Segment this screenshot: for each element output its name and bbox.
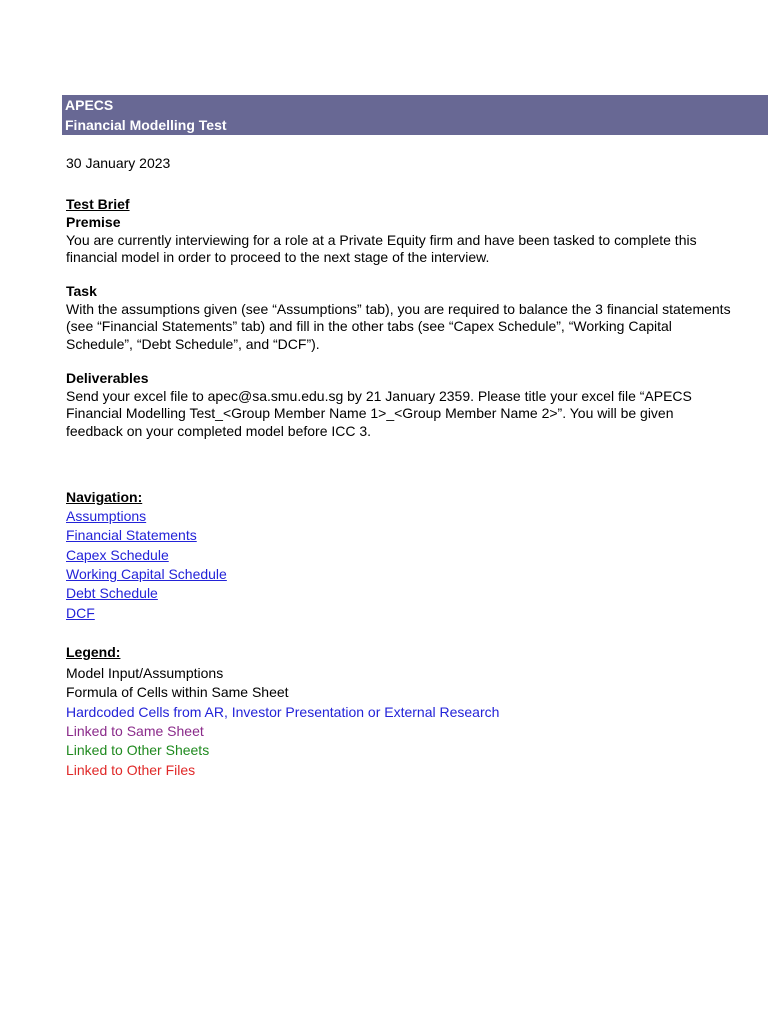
deliverables-heading: Deliverables: [66, 370, 149, 386]
deliverables-line: Financial Modelling Test_<Group Member Name 1>_<Group Member Name 2>”. You will be given: [66, 405, 674, 422]
premise-line: financial model in order to proceed to the next stage of the interview.: [66, 249, 490, 266]
document-date: 30 January 2023: [66, 155, 171, 171]
nav-link-dcf[interactable]: DCF: [66, 605, 95, 621]
deliverables-line: Send your excel file to apec@sa.smu.edu.sg by 21 January 2359. Please title your excel file “APECS: [66, 388, 692, 404]
task-text: [66, 301, 768, 353]
premise-line: You are currently interviewing for a role at a Private Equity firm and have been tasked to complete this: [66, 232, 697, 248]
test-brief-heading: Test Brief: [66, 196, 130, 212]
header-subtitle: Financial Modelling Test: [65, 117, 227, 133]
legend-item-formula-same-sheet: Formula of Cells within Same Sheet: [66, 684, 289, 700]
premise-text: [66, 232, 768, 267]
task-heading: Task: [66, 283, 97, 299]
premise-heading: Premise: [66, 214, 121, 230]
task-line: (see “Financial Statements” tab) and fill in the other tabs (see “Capex Schedule”, “Working Capital: [66, 318, 672, 335]
legend-heading: Legend:: [66, 644, 121, 660]
deliverables-line: feedback on your completed model before ICC 3.: [66, 422, 372, 439]
header-title: APECS: [65, 97, 114, 113]
legend-item-model-input: Model Input/Assumptions: [66, 665, 224, 681]
deliverables-text: [66, 388, 768, 440]
legend-item-linked-other-sheets: Linked to Other Sheets: [66, 742, 210, 758]
navigation-heading: Navigation:: [66, 489, 143, 505]
legend-item-linked-other-files: Linked to Other Files: [66, 762, 196, 778]
nav-link-working-capital-schedule[interactable]: Working Capital Schedule: [66, 566, 227, 582]
nav-link-capex-schedule[interactable]: Capex Schedule: [66, 547, 169, 563]
nav-link-financial-statements[interactable]: Financial Statements: [66, 527, 197, 543]
header-band: [62, 95, 768, 135]
nav-link-assumptions[interactable]: Assumptions: [66, 508, 147, 524]
nav-link-debt-schedule[interactable]: Debt Schedule: [66, 585, 158, 601]
legend-item-hardcoded: Hardcoded Cells from AR, Investor Presentation or External Research: [66, 704, 500, 720]
task-line: Schedule”, “Debt Schedule”, and “DCF”).: [66, 335, 320, 352]
task-line: With the assumptions given (see “Assumptions” tab), you are required to balance the 3 financial statements: [66, 301, 731, 317]
legend-item-linked-same-sheet: Linked to Same Sheet: [66, 723, 204, 739]
